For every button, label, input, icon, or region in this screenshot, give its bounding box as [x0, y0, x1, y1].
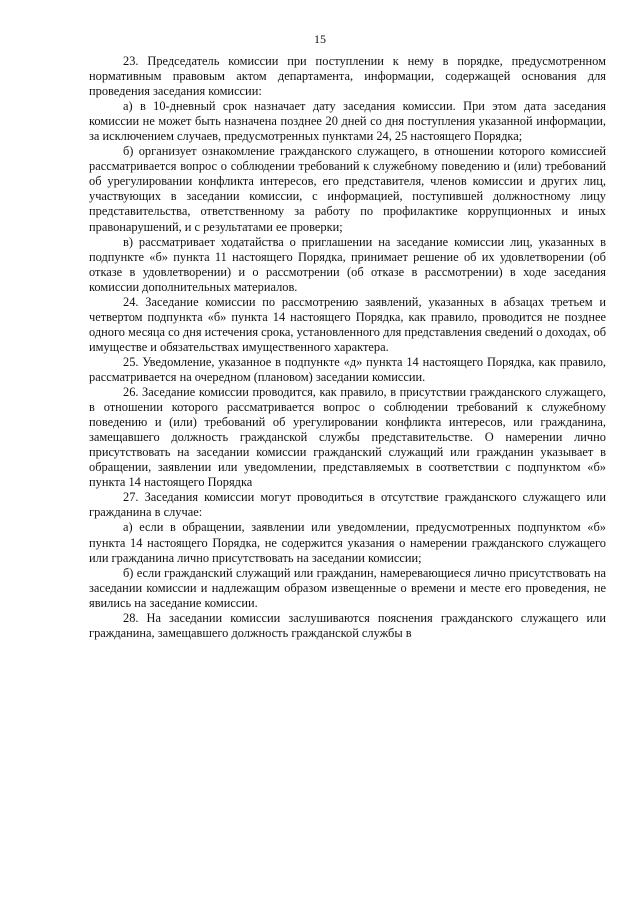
- paragraph-24: 24. Заседание комиссии по рассмотрению заявлений, указанных в абзацах третьем и четвертом подпункта «б» пункта 14 настоящего Порядка, как правило, проводится не позднее одного месяца со дня истечения срока, установленного для представления сведений о доходах, об имуществе и обязательствах имущественного характера.: [89, 294, 606, 354]
- paragraph-23: 23. Председатель комиссии при поступлении к нему в порядке, предусмотренном нормативным правовым актом департамента, информации, содержащей основания для проведения заседания комиссии:: [89, 54, 606, 99]
- paragraph-23-b: б) организует ознакомление гражданского служащего, в отношении которого комиссией рассматривается вопрос о соблюдении требований к служебному поведению и (или) требований об урегулировании конфликта интересов, его представителя, членов комиссии и других лиц, участвующих в заседании комиссии, с информацией, поступившей должностному лицу представительства, ответственному за работу по профилактике коррупционных и иных правонарушений, и с результатами ее проверки;: [89, 144, 606, 234]
- paragraph-27: 27. Заседания комиссии могут проводиться в отсутствие гражданского служащего или гражданина в случае:: [89, 490, 606, 520]
- paragraph-27-a: а) если в обращении, заявлении или уведомлении, предусмотренных подпунктом «б» пункта 14 настоящего Порядка, не содержится указания о намерении гражданского служащего или гражданина лично присутствовать на заседании комиссии;: [89, 520, 606, 565]
- paragraph-26: 26. Заседание комиссии проводится, как правило, в присутствии гражданского служащего, в отношении которого рассматривается вопрос о соблюдении требований к служебному поведению и (или) требований об урегулировании конфликта интересов, или гражданина, замещавшего должность гражданской службы представительстве. О намерении лично присутствовать на заседании комиссии гражданский служащий или гражданин указывает в обращении, заявлении или уведомлении, представляемых в соответствии с подпунктом «б» пункта 14 настоящего Порядка: [89, 385, 606, 490]
- paragraph-23-v: в) рассматривает ходатайства о приглашении на заседание комиссии лиц, указанных в подпункте «б» пункта 11 настоящего Порядка, принимает решение об их удовлетворении (об отказе в удовлетворении) и о рассмотрении (об отказе в рассмотрении) в ходе заседания комиссии дополнительных материалов.: [89, 234, 606, 294]
- paragraph-27-b: б) если гражданский служащий или гражданин, намеревающиеся лично присутствовать на заседании комиссии и надлежащим образом извещенные о времени и месте его проведения, не явились на заседание комиссии.: [89, 565, 606, 610]
- page-number: 15: [314, 32, 326, 46]
- paragraph-28: 28. На заседании комиссии заслушиваются пояснения гражданского служащего или гражданина, замещавшего должность гражданской службы в: [89, 610, 606, 640]
- paragraph-23-a: а) в 10-дневный срок назначает дату заседания комиссии. При этом дата заседания комиссии не может быть назначена позднее 20 дней со дня поступления указанной информации, за исключением случаев, предусмотренных пунктами 24, 25 настоящего Порядка;: [89, 99, 606, 144]
- paragraph-25: 25. Уведомление, указанное в подпункте «д» пункта 14 настоящего Порядка, как правило, рассматривается на очередном (плановом) заседании комиссии.: [89, 354, 606, 384]
- document-body: [89, 54, 606, 641]
